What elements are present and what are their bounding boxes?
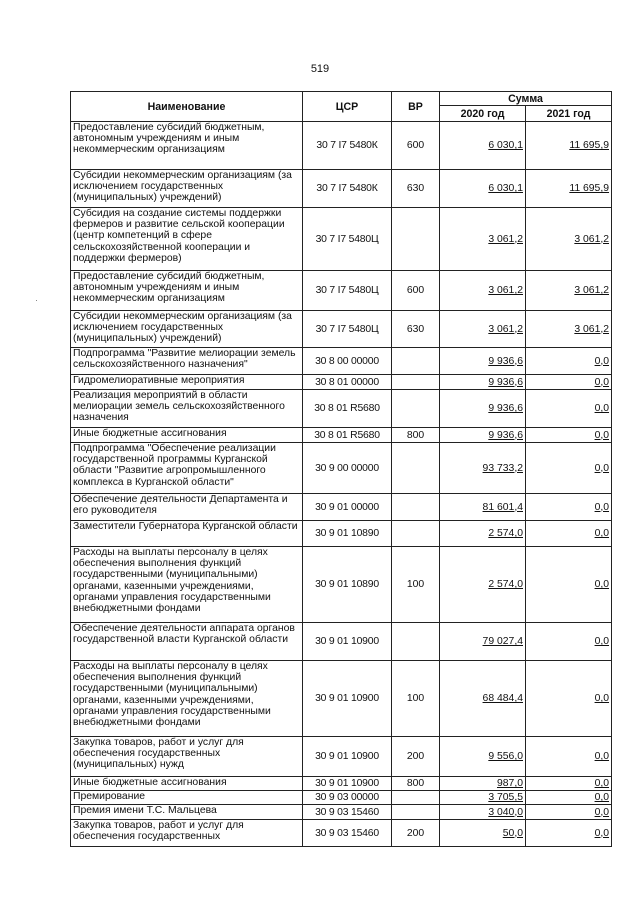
row-name: Подпрограмма "Развитие мелиорации земель сельскохозяйственного назначения" xyxy=(71,348,303,375)
row-sum-2020: 3 061,2 xyxy=(440,208,526,271)
row-sum-2020: 93 733,2 xyxy=(440,443,526,494)
row-vr: 600 xyxy=(392,122,440,170)
row-vr: 200 xyxy=(392,737,440,777)
table-row xyxy=(71,428,612,443)
row-sum-2020: 9 556,0 xyxy=(440,737,526,777)
row-name: Подпрограмма "Обеспечение реализации государственной программы Курганской области "Развитие агропромышленного комплекса в Курганской области" xyxy=(71,443,303,494)
row-sum-2021: 0,0 xyxy=(526,390,612,428)
row-csr: 30 9 01 10890 xyxy=(303,547,392,623)
row-sum-2021: 0,0 xyxy=(526,820,612,847)
row-name: Обеспечение деятельности аппарата органов государственной власти Курганской области xyxy=(71,623,303,661)
row-csr: 30 7 I7 5480Ц xyxy=(303,271,392,311)
row-name: Предоставление субсидий бюджетным, автономным учреждениям и иным некоммерческим организациям xyxy=(71,122,303,170)
row-sum-2020: 79 027,4 xyxy=(440,623,526,661)
table-row xyxy=(71,791,612,805)
table-row xyxy=(71,623,612,661)
row-name: Премия имени Т.С. Мальцева xyxy=(71,805,303,820)
row-vr: 200 xyxy=(392,820,440,847)
row-name: Закупка товаров, работ и услуг для обеспечения государственных (муниципальных) нужд xyxy=(71,737,303,777)
table-row xyxy=(71,547,612,623)
row-sum-2021: 0,0 xyxy=(526,777,612,791)
row-name: Субсидии некоммерческим организациям (за исключением государственных (муниципальных) учреждений) xyxy=(71,311,303,348)
table-row xyxy=(71,375,612,390)
row-vr xyxy=(392,791,440,805)
table-row xyxy=(71,348,612,375)
table-row xyxy=(71,737,612,777)
row-csr: 30 7 I7 5480К xyxy=(303,122,392,170)
row-sum-2021: 0,0 xyxy=(526,443,612,494)
row-vr xyxy=(392,208,440,271)
row-sum-2020: 3 061,2 xyxy=(440,271,526,311)
header-year-2021: 2021 год xyxy=(526,106,612,122)
row-csr: 30 7 I7 5480Ц xyxy=(303,311,392,348)
row-sum-2021: 3 061,2 xyxy=(526,311,612,348)
row-vr: 100 xyxy=(392,547,440,623)
table-row xyxy=(71,443,612,494)
row-sum-2021: 0,0 xyxy=(526,521,612,547)
header-csr: ЦСР xyxy=(303,92,392,122)
row-csr: 30 8 01 R5680 xyxy=(303,428,392,443)
row-sum-2020: 68 484,4 xyxy=(440,661,526,737)
row-vr xyxy=(392,390,440,428)
row-name: Предоставление субсидий бюджетным, автономным учреждениям и иным некоммерческим организациям xyxy=(71,271,303,311)
row-vr xyxy=(392,494,440,521)
row-name: Расходы на выплаты персоналу в целях обеспечения выполнения функций государственными (муниципальными) органами, казенными учреждениями, органами управления государственными внебюджетными фондами xyxy=(71,547,303,623)
table-body xyxy=(71,122,612,847)
row-vr xyxy=(392,805,440,820)
row-sum-2020: 6 030,1 xyxy=(440,122,526,170)
row-sum-2020: 9 936,6 xyxy=(440,348,526,375)
row-name: Обеспечение деятельности Департамента и его руководителя xyxy=(71,494,303,521)
row-sum-2021: 0,0 xyxy=(526,623,612,661)
row-sum-2020: 3 040,0 xyxy=(440,805,526,820)
table-row xyxy=(71,521,612,547)
row-sum-2021: 3 061,2 xyxy=(526,208,612,271)
row-csr: 30 9 01 00000 xyxy=(303,494,392,521)
row-sum-2021: 3 061,2 xyxy=(526,271,612,311)
row-sum-2021: 0,0 xyxy=(526,348,612,375)
table-row xyxy=(71,820,612,847)
row-sum-2021: 0,0 xyxy=(526,737,612,777)
row-sum-2021: 11 695,9 xyxy=(526,122,612,170)
row-csr: 30 9 00 00000 xyxy=(303,443,392,494)
row-vr: 600 xyxy=(392,271,440,311)
row-name: Закупка товаров, работ и услуг для обеспечения государственных xyxy=(71,820,303,847)
header-name: Наименование xyxy=(71,92,303,122)
table-row xyxy=(71,390,612,428)
row-sum-2020: 3 705,5 xyxy=(440,791,526,805)
row-sum-2021: 0,0 xyxy=(526,805,612,820)
row-vr xyxy=(392,348,440,375)
table-row xyxy=(71,208,612,271)
row-vr: 800 xyxy=(392,777,440,791)
row-sum-2021: 0,0 xyxy=(526,791,612,805)
row-sum-2020: 2 574,0 xyxy=(440,521,526,547)
row-sum-2020: 9 936,6 xyxy=(440,428,526,443)
row-csr: 30 8 01 00000 xyxy=(303,375,392,390)
row-vr xyxy=(392,375,440,390)
row-sum-2021: 0,0 xyxy=(526,494,612,521)
row-name: Иные бюджетные ассигнования xyxy=(71,777,303,791)
row-csr: 30 9 03 15460 xyxy=(303,820,392,847)
row-sum-2020: 9 936,6 xyxy=(440,375,526,390)
row-sum-2021: 0,0 xyxy=(526,375,612,390)
table-row xyxy=(71,661,612,737)
row-sum-2020: 9 936,6 xyxy=(440,390,526,428)
row-vr: 100 xyxy=(392,661,440,737)
row-csr: 30 9 03 15460 xyxy=(303,805,392,820)
row-csr: 30 9 03 00000 xyxy=(303,791,392,805)
row-name: Расходы на выплаты персоналу в целях обеспечения выполнения функций государственными (муниципальными) органами, казенными учреждениями, органами управления государственными внебюджетными фондами xyxy=(71,661,303,737)
row-sum-2021: 0,0 xyxy=(526,547,612,623)
row-vr: 630 xyxy=(392,170,440,208)
row-vr: 630 xyxy=(392,311,440,348)
row-name: Реализация мероприятий в области мелиорации земель сельскохозяйственного назначения xyxy=(71,390,303,428)
row-vr xyxy=(392,623,440,661)
table-row xyxy=(71,271,612,311)
row-sum-2020: 2 574,0 xyxy=(440,547,526,623)
header-sum: Сумма xyxy=(440,92,612,106)
row-sum-2021: 0,0 xyxy=(526,428,612,443)
table-row xyxy=(71,122,612,170)
row-csr: 30 9 01 10900 xyxy=(303,623,392,661)
row-csr: 30 7 I7 5480Ц xyxy=(303,208,392,271)
table-row xyxy=(71,805,612,820)
table-row xyxy=(71,311,612,348)
row-sum-2020: 6 030,1 xyxy=(440,170,526,208)
budget-table xyxy=(70,91,612,847)
table-row xyxy=(71,777,612,791)
row-sum-2020: 987,0 xyxy=(440,777,526,791)
row-csr: 30 7 I7 5480К xyxy=(303,170,392,208)
row-csr: 30 9 01 10890 xyxy=(303,521,392,547)
table-row xyxy=(71,494,612,521)
row-name: Заместители Губернатора Курганской области xyxy=(71,521,303,547)
row-name: Премирование xyxy=(71,791,303,805)
row-sum-2021: 0,0 xyxy=(526,661,612,737)
row-sum-2020: 50,0 xyxy=(440,820,526,847)
row-vr: 800 xyxy=(392,428,440,443)
row-sum-2021: 11 695,9 xyxy=(526,170,612,208)
row-csr: 30 8 01 R5680 xyxy=(303,390,392,428)
row-csr: 30 9 01 10900 xyxy=(303,661,392,737)
row-name: Субсидия на создание системы поддержки фермеров и развитие сельской кооперации (центр компетенций в сфере сельскохозяйственной кооперации и поддержки фермеров) xyxy=(71,208,303,271)
row-name: Субсидии некоммерческим организациям (за исключением государственных (муниципальных) учреждений) xyxy=(71,170,303,208)
row-sum-2020: 81 601,4 xyxy=(440,494,526,521)
row-sum-2020: 3 061,2 xyxy=(440,311,526,348)
page-number: 519 xyxy=(310,63,330,75)
row-vr xyxy=(392,521,440,547)
table-row xyxy=(71,170,612,208)
row-csr: 30 8 00 00000 xyxy=(303,348,392,375)
row-name: Гидромелиоративные мероприятия xyxy=(71,375,303,390)
row-csr: 30 9 01 10900 xyxy=(303,777,392,791)
row-vr xyxy=(392,443,440,494)
scan-mark xyxy=(36,300,37,301)
row-csr: 30 9 01 10900 xyxy=(303,737,392,777)
header-vr: ВР xyxy=(392,92,440,122)
header-year-2020: 2020 год xyxy=(440,106,526,122)
row-name: Иные бюджетные ассигнования xyxy=(71,428,303,443)
